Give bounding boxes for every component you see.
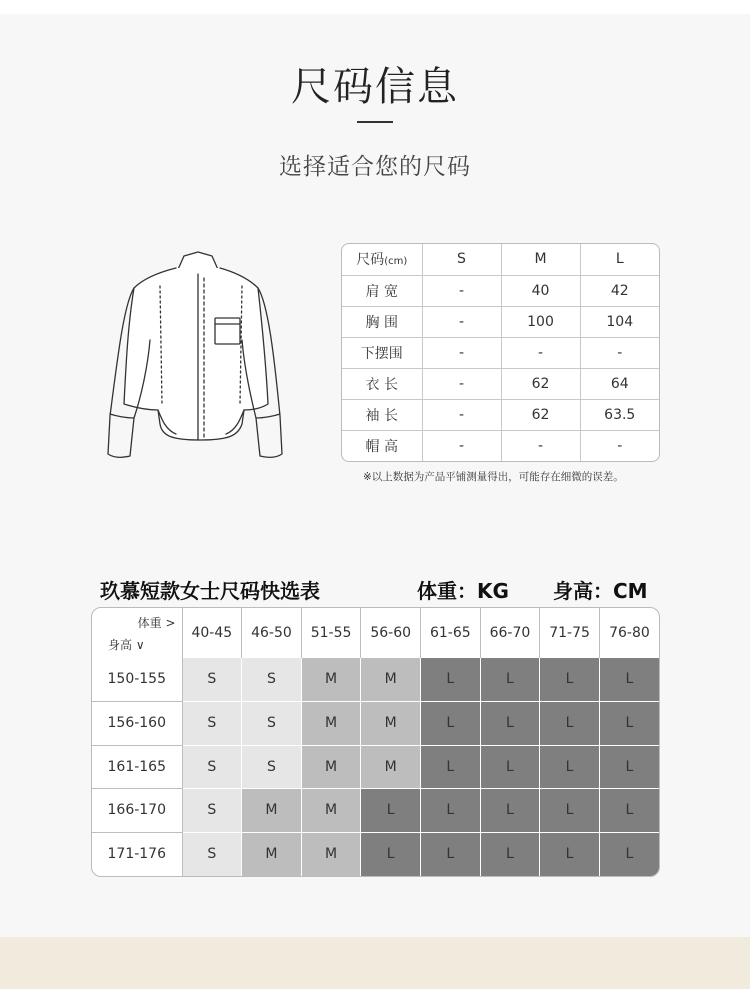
quick-select-title: 玖慕短款女士尺码快选表 bbox=[100, 579, 320, 603]
size-cell: L bbox=[480, 745, 540, 789]
measurement-value: - bbox=[617, 437, 623, 454]
size-col-l: L bbox=[580, 244, 659, 275]
size-cell: L bbox=[480, 701, 540, 745]
shirt-body bbox=[124, 268, 268, 440]
measurement-value: - bbox=[580, 337, 659, 368]
size-cell: M bbox=[242, 832, 302, 876]
measurement-value: 62 bbox=[501, 399, 580, 430]
top-band bbox=[0, 0, 750, 14]
measurement-value: 104 bbox=[580, 306, 659, 337]
size-cell: L bbox=[599, 658, 659, 702]
size-cell: S bbox=[182, 701, 242, 745]
measurement-value: - bbox=[422, 275, 501, 306]
weight-header: 51-55 bbox=[301, 608, 361, 658]
size-cell: L bbox=[480, 832, 540, 876]
corner-cell bbox=[92, 608, 182, 658]
size-cell: S bbox=[242, 658, 302, 702]
height-label: 166-170 bbox=[92, 789, 182, 833]
size-cell: L bbox=[599, 701, 659, 745]
measurement-row bbox=[342, 430, 659, 461]
table-row bbox=[92, 701, 659, 745]
measurement-table bbox=[341, 243, 660, 462]
measurement-label: 肩 宽 bbox=[342, 275, 422, 306]
measurement-label: 衣 长 bbox=[342, 368, 422, 399]
shirt-icon bbox=[100, 244, 290, 466]
measurement-label: 胸 围 bbox=[342, 306, 422, 337]
measurement-value: 63.5 bbox=[580, 399, 659, 430]
measurement-value: 62 bbox=[501, 368, 580, 399]
size-cell: S bbox=[242, 745, 302, 789]
measurement-value: - bbox=[501, 337, 580, 368]
measurement-row bbox=[342, 306, 659, 337]
table-row bbox=[92, 745, 659, 789]
measurement-value: - bbox=[501, 430, 580, 461]
measurement-header-row bbox=[342, 244, 659, 275]
weight-header: 66-70 bbox=[480, 608, 540, 658]
measurement-row bbox=[342, 275, 659, 306]
size-cell: L bbox=[599, 745, 659, 789]
measurement-value: 42 bbox=[580, 275, 659, 306]
measurement-row bbox=[342, 368, 659, 399]
corner-height-label: 身高 ∨ bbox=[108, 637, 145, 652]
size-cell: L bbox=[540, 832, 600, 876]
measurement-value: - bbox=[422, 368, 501, 399]
size-cell: L bbox=[540, 658, 600, 702]
table-row bbox=[92, 789, 659, 833]
measurement-label: 帽 高 bbox=[342, 430, 422, 461]
size-cell: M bbox=[301, 745, 361, 789]
size-cell: L bbox=[480, 789, 540, 833]
weight-header: 40-45 bbox=[182, 608, 242, 658]
measurement-header-label: 尺码(cm) bbox=[342, 244, 422, 275]
size-cell: M bbox=[361, 701, 421, 745]
weight-header: 71-75 bbox=[540, 608, 600, 658]
size-cell: L bbox=[540, 701, 600, 745]
size-cell: S bbox=[182, 789, 242, 833]
height-label: 171-176 bbox=[92, 832, 182, 876]
size-cell: S bbox=[242, 701, 302, 745]
size-cell: L bbox=[361, 832, 421, 876]
quick-select-table bbox=[91, 607, 660, 877]
measurement-value: 64 bbox=[580, 368, 659, 399]
size-cell: L bbox=[421, 832, 481, 876]
measurement-value: - bbox=[422, 430, 501, 461]
size-cell: L bbox=[480, 658, 540, 702]
size-cell: S bbox=[182, 658, 242, 702]
size-cell: L bbox=[361, 789, 421, 833]
height-label: 161-165 bbox=[92, 745, 182, 789]
size-cell: L bbox=[540, 745, 600, 789]
page-subtitle: 选择适合您的尺码 bbox=[279, 154, 471, 180]
size-cell: S bbox=[182, 832, 242, 876]
size-col-s: S bbox=[422, 244, 501, 275]
measurement-value: 40 bbox=[501, 275, 580, 306]
size-cell: L bbox=[421, 658, 481, 702]
corner-weight-label: 体重 > bbox=[137, 616, 176, 630]
size-cell: L bbox=[421, 745, 481, 789]
size-cell: M bbox=[361, 658, 421, 702]
height-unit-label: 身高：CM bbox=[553, 579, 648, 603]
weight-header: 46-50 bbox=[242, 608, 302, 658]
weight-header: 61-65 bbox=[421, 608, 481, 658]
measurement-label: 下摆围 bbox=[342, 337, 422, 368]
size-col-m: M bbox=[501, 244, 580, 275]
measurement-value: 100 bbox=[501, 306, 580, 337]
weight-header-row bbox=[92, 608, 659, 658]
page-title: 尺码信息 bbox=[291, 64, 459, 110]
measurement-row bbox=[342, 399, 659, 430]
size-cell: M bbox=[301, 701, 361, 745]
size-cell: L bbox=[421, 701, 481, 745]
weight-header: 56-60 bbox=[361, 608, 421, 658]
table-row bbox=[92, 658, 659, 702]
size-cell: M bbox=[301, 658, 361, 702]
size-cell: M bbox=[361, 745, 421, 789]
size-cell: S bbox=[182, 745, 242, 789]
height-label: 156-160 bbox=[92, 701, 182, 745]
measurement-row bbox=[342, 337, 659, 368]
weight-header: 76-80 bbox=[609, 624, 650, 641]
size-cell: M bbox=[301, 789, 361, 833]
size-cell: L bbox=[421, 789, 481, 833]
bottom-band bbox=[0, 937, 750, 989]
measurement-value: - bbox=[422, 306, 501, 337]
measurement-value: - bbox=[422, 337, 501, 368]
size-cell: L bbox=[599, 832, 659, 876]
measurement-value: - bbox=[422, 399, 501, 430]
measurement-label: 袖 长 bbox=[342, 399, 422, 430]
height-label: 150-155 bbox=[92, 658, 182, 702]
size-cell: M bbox=[301, 832, 361, 876]
weight-unit-label: 体重：KG bbox=[417, 579, 509, 603]
title-divider bbox=[357, 121, 393, 123]
measurement-note: ※以上数据为产品平铺测量得出，可能存在细微的误差。 bbox=[363, 471, 624, 483]
size-cell: L bbox=[599, 789, 659, 833]
size-cell: M bbox=[242, 789, 302, 833]
table-row bbox=[92, 832, 659, 876]
size-cell: L bbox=[540, 789, 600, 833]
